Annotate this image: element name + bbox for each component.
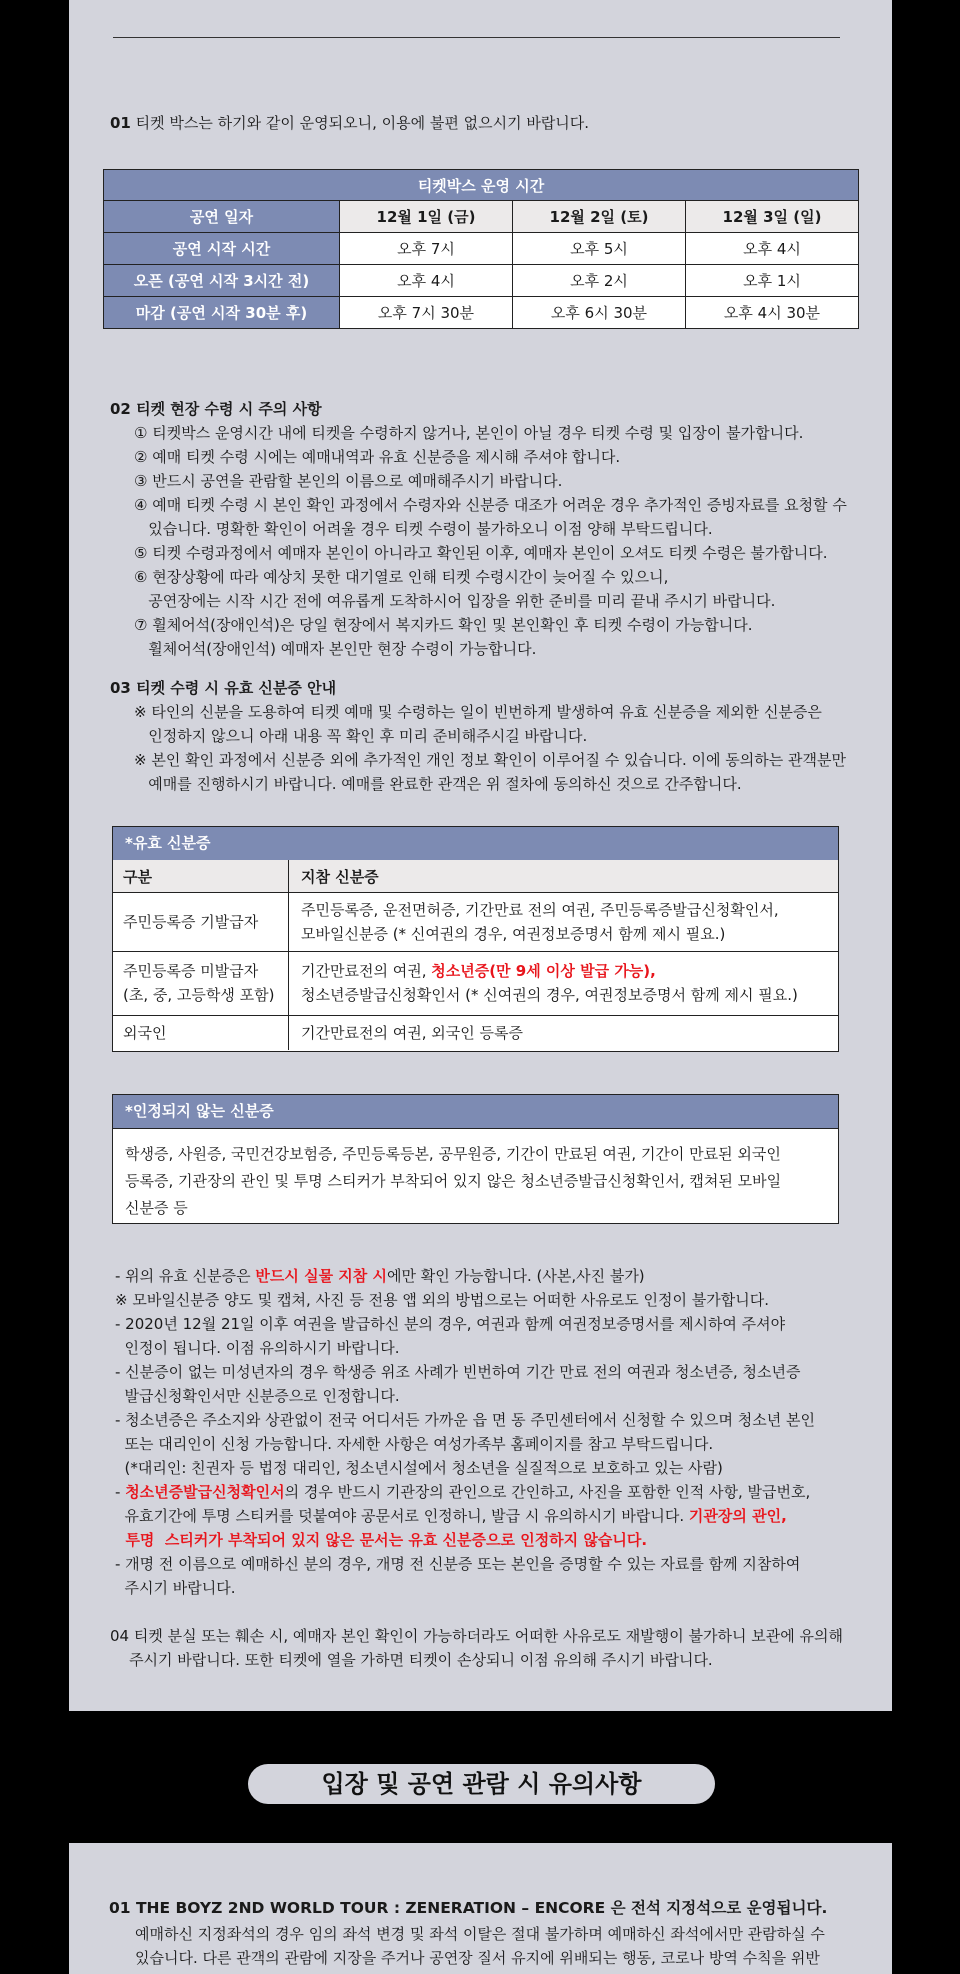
valid-id-title: *유효 신분증 <box>113 827 838 861</box>
invalid-id-list <box>113 1129 838 1222</box>
note-text: 유효기간에 투명 스티커를 덧붙여야 공문서로 인정하니, 발급 시 유의하시기 바랍니다. <box>115 1507 689 1525</box>
docs-highlight: 청소년증(만 9세 이상 발급 가능), <box>431 962 656 980</box>
s2-line: 공연장에는 시작 시간 전에 여유롭게 도착하시어 입장을 위한 준비를 미리 끝내 주시기 바랍니다. <box>134 592 776 610</box>
note-line: - 청소년증은 주소지와 상관없이 전국 어디서든 가까운 읍 면 동 주민센터에서 신청할 수 있으며 청소년 본인 <box>115 1411 816 1429</box>
s2-line: ⑤ 티켓 수령과정에서 예매자 본인이 아니라고 확인된 이후, 예매자 본인이 오셔도 티켓 수령은 불가합니다. <box>134 544 828 562</box>
s2-line: 휠체어석(장애인석) 예매자 본인만 현장 수령이 가능합니다. <box>134 640 537 658</box>
valid-id-category: 주민등록증 기발급자 <box>113 892 289 951</box>
note-line: 투명 스티커가 부착되어 있지 않은 문서는 유효 신분증으로 인정하지 않습니다. <box>115 1531 648 1549</box>
schedule-cell: 오후 7시 <box>340 233 513 265</box>
valid-id-table <box>112 826 839 1052</box>
note-line <box>115 1480 810 1504</box>
s2-line: ② 예매 티켓 수령 시에는 예매내역과 유효 신분증을 제시해 주셔야 합니다. <box>134 448 621 466</box>
valid-id-category: 외국인 <box>113 1015 289 1050</box>
valid-id-docs-line: 청소년증발급신청확인서 (* 신여권의 경우, 여권정보증명서 함께 제시 필요.) <box>301 986 798 1004</box>
s3-line: 인정하지 않으니 아래 내용 꼭 확인 후 미리 준비해주시길 바랍니다. <box>134 727 588 745</box>
section-04-line: 04 티켓 분실 또는 훼손 시, 예매자 본인 확인이 가능하더라도 어떠한 사유로도 재발행이 불가하니 보관에 유의해 <box>110 1627 843 1645</box>
invalid-id-title: *인정되지 않는 신분증 <box>113 1095 838 1129</box>
valid-id-category-line: 주민등록증 미발급자 <box>123 962 259 980</box>
schedule-date: 12월 1일 (금) <box>340 201 513 233</box>
top-divider <box>113 37 840 38</box>
note-text: - 위의 유효 신분증은 <box>115 1267 256 1285</box>
note-text: - <box>115 1483 126 1501</box>
s2-line: ③ 반드시 공연을 관람할 본인의 이름으로 예매해주시기 바랍니다. <box>134 472 563 490</box>
note-highlight: 반드시 실물 지참 시 <box>255 1267 387 1285</box>
section-01-number: 01 <box>110 114 131 132</box>
s2-line: ④ 예매 티켓 수령 시 본인 확인 과정에서 수령자와 신분증 대조가 어려운 경우 추가적인 증빙자료를 요청할 수 <box>134 496 847 514</box>
section-03-title: 03 티켓 수령 시 유효 신분증 안내 <box>110 679 337 697</box>
table-row <box>113 1015 838 1050</box>
valid-id-docs-line <box>301 959 838 983</box>
note-line: - 개명 전 이름으로 예매하신 분의 경우, 개명 전 신분증 또는 본인을 증명할 수 있는 자료를 함께 지참하여 <box>115 1555 801 1573</box>
valid-id-category-line: (초, 중, 고등학생 포함) <box>123 986 275 1004</box>
schedule-cell: 오후 7시 30분 <box>340 297 513 329</box>
note-line: 주시기 바랍니다. <box>115 1579 236 1597</box>
schedule-row-label: 마감 (공연 시작 30분 후) <box>104 297 340 329</box>
schedule-cell: 오후 1시 <box>686 265 859 297</box>
section-banner: 입장 및 공연 관람 시 유의사항 <box>248 1764 715 1804</box>
schedule-row-label: 공연 시작 시간 <box>104 233 340 265</box>
s2-line: 있습니다. 명확한 확인이 어려울 경우 티켓 수령이 불가하오니 이점 양해 부탁드립니다. <box>134 520 713 538</box>
valid-id-col2: 지참 신분증 <box>301 867 379 886</box>
admission-notice-panel <box>69 1843 892 1974</box>
valid-id-docs <box>289 951 838 1015</box>
valid-id-docs-line: 주민등록증, 운전면허증, 기간만료 전의 여권, 주민등록증발급신청확인서, <box>301 900 779 919</box>
schedule-header-label: 공연 일자 <box>104 201 340 233</box>
schedule-caption: 티켓박스 운영 시간 <box>104 170 859 201</box>
table-row <box>113 951 838 1016</box>
s3-line: 예매를 진행하시기 바랍니다. 예매를 완료한 관객은 위 절차에 동의하신 것으로 간주합니다. <box>134 775 742 793</box>
invalid-id-box <box>112 1094 839 1224</box>
section-01 <box>110 111 589 135</box>
schedule-cell: 오후 2시 <box>513 265 686 297</box>
note-line: 인정이 됩니다. 이점 유의하시기 바랍니다. <box>115 1339 400 1357</box>
note-line: ※ 모바일신분증 양도 및 캡쳐, 사진 등 전용 앱 외의 방법으로는 어떠한 사유로도 인정이 불가합니다. <box>115 1291 769 1309</box>
section-02-title: 02 티켓 현장 수령 시 주의 사항 <box>110 400 322 418</box>
admission-title: 01 THE BOYZ 2ND WORLD TOUR : ZENERATION – ENCORE 은 전석 지정석으로 운영됩니다. <box>109 1899 828 1917</box>
valid-id-category <box>113 951 289 1015</box>
schedule-row-label: 오픈 (공연 시작 3시간 전) <box>104 265 340 297</box>
note-line: - 신분증이 없는 미성년자의 경우 학생증 위조 사례가 빈번하여 기간 만료 전의 여권과 청소년증, 청소년증 <box>115 1363 801 1381</box>
s3-line: ※ 본인 확인 과정에서 신분증 외에 추가적인 개인 정보 확인이 이루어질 수 있습니다. 이에 동의하는 관객분만 <box>134 751 846 769</box>
s2-line: ① 티켓박스 운영시간 내에 티켓을 수령하지 않거나, 본인이 아닐 경우 티켓 수령 및 입장이 불가합니다. <box>134 424 804 442</box>
note-text: 에만 확인 가능합니다. (사본,사진 불가) <box>387 1267 645 1285</box>
docs-text: 기간만료전의 여권, <box>301 962 432 980</box>
invalid-id-line: 학생증, 사원증, 국민건강보험증, 주민등록등본, 공무원증, 기간이 만료된 여권, 기간이 만료된 외국인 <box>125 1145 781 1163</box>
note-line <box>115 1504 787 1528</box>
valid-id-docs: 기간만료전의 여권, 외국인 등록증 <box>301 1024 523 1042</box>
ticket-info-panel <box>69 0 892 1711</box>
note-line <box>115 1264 645 1288</box>
note-line: 또는 대리인이 신청 가능합니다. 자세한 사항은 여성가족부 홈페이지를 참고 부탁드립니다. <box>115 1435 714 1453</box>
note-highlight: 청소년증발급신청확인서 <box>125 1483 285 1501</box>
invalid-id-line: 등록증, 기관장의 관인 및 투명 스티커가 부착되어 있지 않은 청소년증발급신청확인서, 캡쳐된 모바일 <box>125 1172 782 1190</box>
s3-line: ※ 타인의 신분을 도용하여 티켓 예매 및 수령하는 일이 빈번하게 발생하여 유효 신분증을 제외한 신분증은 <box>134 703 822 721</box>
ticket-box-schedule-table <box>103 169 859 329</box>
section-01-text: 티켓 박스는 하기와 같이 운영되오니, 이용에 불편 없으시기 바랍니다. <box>135 114 590 132</box>
valid-id-col1: 구분 <box>113 860 289 892</box>
valid-id-docs-line: 모바일신분증 (* 신여권의 경우, 여권정보증명서 함께 제시 필요.) <box>301 924 726 943</box>
invalid-id-line: 신분증 등 <box>125 1199 188 1217</box>
section-04-line: 주시기 바랍니다. 또한 티켓에 열을 가하면 티켓이 손상되니 이점 유의해 주시기 바랍니다. <box>110 1651 713 1669</box>
schedule-cell: 오후 4시 <box>686 233 859 265</box>
schedule-date: 12월 3일 (일) <box>686 201 859 233</box>
note-line: - 2020년 12월 21일 이후 여권을 발급하신 분의 경우, 여권과 함께 여권정보증명서를 제시하여 주셔야 <box>115 1315 786 1333</box>
table-row <box>113 892 838 952</box>
note-line: 발급신청확인서만 신분증으로 인정합니다. <box>115 1387 400 1405</box>
schedule-cell: 오후 4시 30분 <box>686 297 859 329</box>
admission-line: 있습니다. 다른 관객의 관람에 지장을 주거나 공연장 질서 유지에 위배되는 행동, 코로나 방역 수칙을 위반 <box>135 1949 820 1967</box>
schedule-cell: 오후 4시 <box>340 265 513 297</box>
s2-line: ⑥ 현장상황에 따라 예상치 못한 대기열로 인해 티켓 수령시간이 늦어질 수 있으니, <box>134 568 669 586</box>
valid-id-docs <box>289 892 838 951</box>
note-text: 의 경우 반드시 기관장의 관인으로 간인하고, 사진을 포함한 인적 사항, 발급번호, <box>284 1483 811 1501</box>
valid-id-header-row <box>113 860 838 893</box>
note-highlight: 기관장의 관인, <box>688 1507 787 1525</box>
admission-line: 예매하신 지정좌석의 경우 임의 좌석 변경 및 좌석 이탈은 절대 불가하며 예매하신 좌석에서만 관람하실 수 <box>135 1925 825 1943</box>
note-line: (*대리인: 친권자 등 법정 대리인, 청소년시설에서 청소년을 실질적으로 보호하고 있는 사람) <box>115 1459 723 1477</box>
schedule-cell: 오후 6시 30분 <box>513 297 686 329</box>
schedule-date: 12월 2일 (토) <box>513 201 686 233</box>
schedule-cell: 오후 5시 <box>513 233 686 265</box>
s2-line: ⑦ 휠체어석(장애인석)은 당일 현장에서 복지카드 확인 및 본인확인 후 티켓 수령이 가능합니다. <box>134 616 753 634</box>
